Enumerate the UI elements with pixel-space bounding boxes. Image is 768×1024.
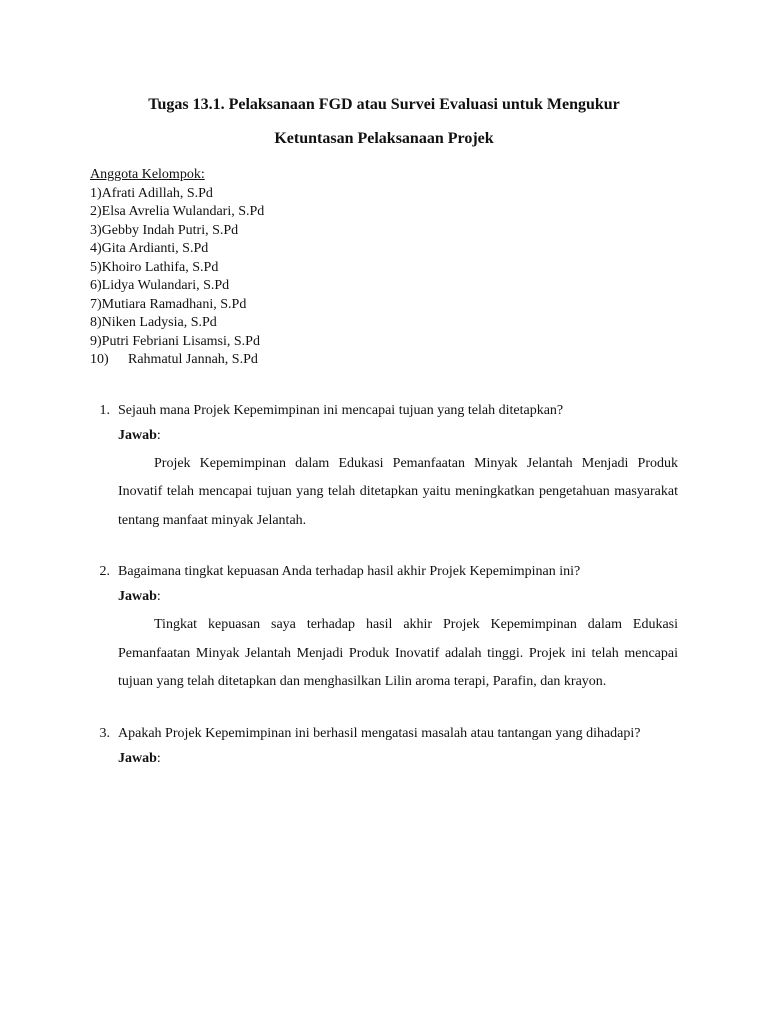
title-line-1: Tugas 13.1. Pelaksanaan FGD atau Survei Evaluasi untuk Mengukur — [148, 96, 620, 113]
member-item — [90, 259, 678, 278]
question-text: Sejauh mana Projek Kepemimpinan ini mencapai tujuan yang telah ditetapkan? — [118, 402, 564, 418]
member-list-heading: Anggota Kelompok: — [90, 167, 205, 182]
question-text: Bagaimana tingkat kepuasan Anda terhadap hasil akhir Projek Kepemimpinan ini? — [118, 564, 581, 579]
question-item — [90, 723, 678, 773]
answer-label: Jawab — [118, 427, 157, 443]
member-item — [90, 277, 678, 296]
member-item — [90, 203, 678, 222]
member-name: Afrati Adillah, S.Pd — [101, 185, 213, 201]
answer-text: Projek Kepemimpinan dalam Edukasi Pemanfaatan Minyak Jelantah Menjadi Produk Inovatif telah mencapai tujuan yang telah ditetapkan yaitu meningkatkan pengetahuan masyarakat tentang manfaat minyak Jelantah. — [118, 455, 678, 528]
member-name: Niken Ladysia, S.Pd — [101, 315, 217, 330]
member-number: 9) — [90, 333, 102, 349]
answer-text: Tingkat kepuasan saya terhadap hasil akhir Projek Kepemimpinan dalam Edukasi Pemanfaatan Minyak Jelantah Menjadi Produk Inovatif adalah tinggi. Projek ini telah mencapai tujuan yang telah ditetapkan dan menghasilkan Lilin aroma terapi, Parafin, dan krayon. — [118, 617, 678, 689]
member-number: 10) — [90, 352, 109, 367]
question-list — [90, 400, 678, 773]
member-number: 7) — [90, 296, 102, 312]
question-number: 2. — [99, 564, 110, 579]
answer-label: Jawab — [118, 589, 157, 604]
member-number: 4) — [90, 241, 102, 256]
question-item — [90, 400, 678, 536]
question-text: Apakah Projek Kepemimpinan ini berhasil mengatasi masalah atau tantangan yang dihadapi? — [118, 725, 641, 741]
answer-label-line — [118, 583, 678, 611]
answer-label-colon: : — [156, 750, 161, 766]
member-list — [90, 166, 678, 370]
member-number: 3) — [90, 222, 102, 238]
member-number: 6) — [90, 278, 102, 293]
member-item — [90, 296, 678, 315]
member-name: Elsa Avrelia Wulandari, S.Pd — [101, 204, 265, 219]
member-item — [90, 222, 678, 241]
member-item — [90, 314, 678, 333]
member-name: Gebby Indah Putri, S.Pd — [101, 222, 239, 238]
answer-label-colon: : — [156, 589, 161, 604]
member-name: Rahmatul Jannah, S.Pd — [128, 352, 258, 367]
document-title — [90, 0, 678, 156]
question-number: 3. — [99, 725, 110, 741]
answer-label: Jawab — [118, 750, 157, 766]
member-item — [90, 185, 678, 204]
answer-label-line — [118, 745, 678, 773]
member-name: Lidya Wulandari, S.Pd — [101, 278, 230, 293]
member-item — [90, 240, 678, 259]
member-number: 8) — [90, 315, 102, 330]
member-number: 5) — [90, 259, 102, 275]
member-number: 1) — [90, 185, 102, 201]
question-number: 1. — [99, 402, 110, 418]
member-name: Khoiro Lathifa, S.Pd — [101, 259, 219, 275]
member-name: Putri Febriani Lisamsi, S.Pd — [101, 333, 260, 349]
answer-label-line — [118, 422, 678, 450]
answer-label-colon: : — [156, 427, 161, 443]
member-name: Gita Ardianti, S.Pd — [101, 241, 209, 256]
question-item — [90, 561, 678, 697]
title-line-2: Ketuntasan Pelaksanaan Projek — [274, 130, 494, 147]
member-item — [90, 333, 678, 352]
member-number: 2) — [90, 204, 102, 219]
member-name: Mutiara Ramadhani, S.Pd — [101, 296, 247, 312]
member-item — [90, 351, 678, 370]
